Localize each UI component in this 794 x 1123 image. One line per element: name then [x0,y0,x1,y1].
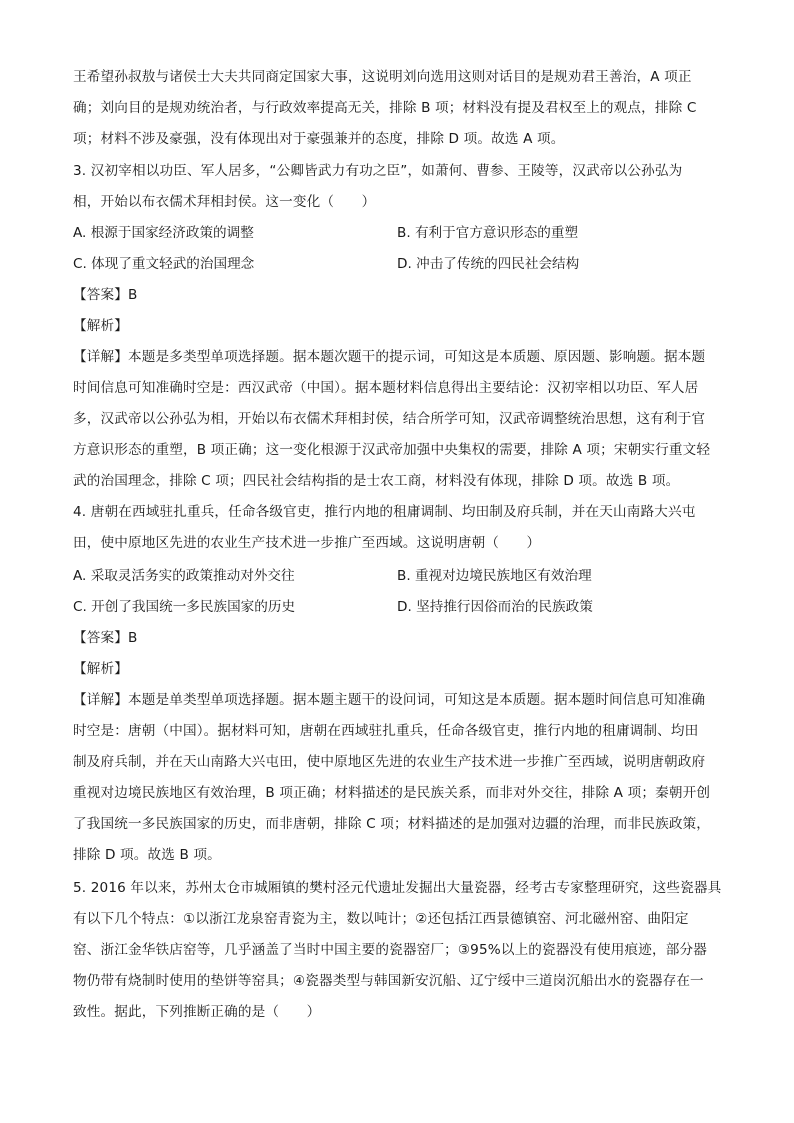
question-5-stem: 致性。据此，下列推断正确的是（ ） [73,1004,321,1020]
question-5-stem: 5. 2016 年以来，苏州太仓市城厢镇的樊村泾元代遗址发掘出大量瓷器，经考古专家整理研究，这些瓷器具 [73,880,722,896]
q4-detail-line: 【详解】本题是单类型单项选择题。据本题主题干的设问词，可知这是本质题。据本题时间信息可知准确 [73,692,706,708]
q4-option-c: C. 开创了我国统一多民族国家的历史 [73,599,296,615]
question-4-stem: 4. 唐朝在西域驻扎重兵，任命各级官吏，推行内地的租庸调制、均田制及府兵制，并在天山南路大兴屯 [73,504,696,520]
q4-detail-line: 制及府兵制，并在天山南路大兴屯田，使中原地区先进的农业生产技术进一步推广至西域，说明唐朝政府 [73,754,706,770]
q4-detail-line: 重视对边境民族地区有效治理，B 项正确；材料描述的是民族关系，而非对外交往，排除 A 项；秦朝开创 [73,785,711,801]
question-3-stem: 3. 汉初宰相以功臣、军人居多，“公卿皆武力有功之臣”，如萧何、曹参、王陵等，汉武帝以公孙弘为 [73,163,683,179]
q3-option-c: C. 体现了重文轻武的治国理念 [73,256,255,272]
q3-detail-line: 武的治国理念，排除 C 项；四民社会结构指的是士农工商，材料没有体现，排除 D 项。故选 B 项。 [73,473,680,489]
q4-answer: 【答案】B [73,630,138,646]
q4-detail-line: 了我国统一多民族国家的历史，而非唐朝，排除 C 项；材料描述的是加强对边疆的治理，而非民族政策， [73,816,711,832]
q4-analysis-label: 【解析】 [73,661,128,677]
text-line: 王希望孙叔敖与诸侯士大夫共同商定国家大事，这说明刘向选用这则对话目的是规劝君王善治，A 项正 [73,69,692,85]
q3-option-a: A. 根源于国家经济政策的调整 [73,225,254,241]
q4-detail-line: 排除 D 项。故选 B 项。 [73,847,221,863]
question-5-stem: 窑、浙江金华铁店窑等，几乎涵盖了当时中国主要的瓷器窑厂；③95%以上的瓷器没有使用痕迹，部分器 [73,942,707,958]
q3-detail-line: 多，汉武帝以公孙弘为相，开始以布衣儒术拜相封侯，结合所学可知，汉武帝调整统治思想，这有利于官 [73,411,706,427]
q3-option-d: D. 冲击了传统的四民社会结构 [397,256,580,272]
text-line: 确；刘向目的是规劝统治者，与行政效率提高无关，排除 B 项；材料没有提及君权至上的观点，排除 C [73,100,697,116]
q3-detail-line: 时间信息可知准确时空是：西汉武帝（中国）。据本题材料信息得出主要结论：汉初宰相以功臣、军人居 [73,380,699,396]
question-5-stem: 有以下几个特点：①以浙江龙泉窑青瓷为主，数以吨计；②还包括江西景德镇窑、河北磁州窑、曲阳定 [73,911,689,927]
q3-option-b: B. 有利于官方意识形态的重塑 [397,225,579,241]
text-line: 项；材料不涉及豪强，没有体现出对于豪强兼并的态度，排除 D 项。故选 A 项。 [73,131,565,147]
q3-detail-line: 【详解】本题是多类型单项选择题。据本题次题干的提示词，可知这是本质题、原因题、影响题。据本题 [73,349,706,365]
q4-option-a: A. 采取灵活务实的政策推动对外交往 [73,568,295,584]
question-5-stem: 物仍带有烧制时使用的垫饼等窑具；④瓷器类型与韩国新安沉船、辽宁绥中三道岗沉船出水的瓷器存在一 [73,973,704,989]
question-4-stem: 田，使中原地区先进的农业生产技术进一步推广至西域。这说明唐朝（ ） [73,535,541,551]
q3-detail-line: 方意识形态的重塑，B 项正确；这一变化根源于汉武帝加强中央集权的需要，排除 A 项；宋朝实行重文轻 [73,442,711,458]
q3-answer: 【答案】B [73,287,138,303]
q4-option-b: B. 重视对边境民族地区有效治理 [397,568,592,584]
q4-detail-line: 时空是：唐朝（中国）。据材料可知，唐朝在西域驻扎重兵，任命各级官吏，推行内地的租庸调制、均田 [73,723,699,739]
q3-analysis-label: 【解析】 [73,318,128,334]
question-3-stem: 相，开始以布衣儒术拜相封侯。这一变化（ ） [73,194,376,210]
q4-option-d: D. 坚持推行因俗而治的民族政策 [397,599,593,615]
